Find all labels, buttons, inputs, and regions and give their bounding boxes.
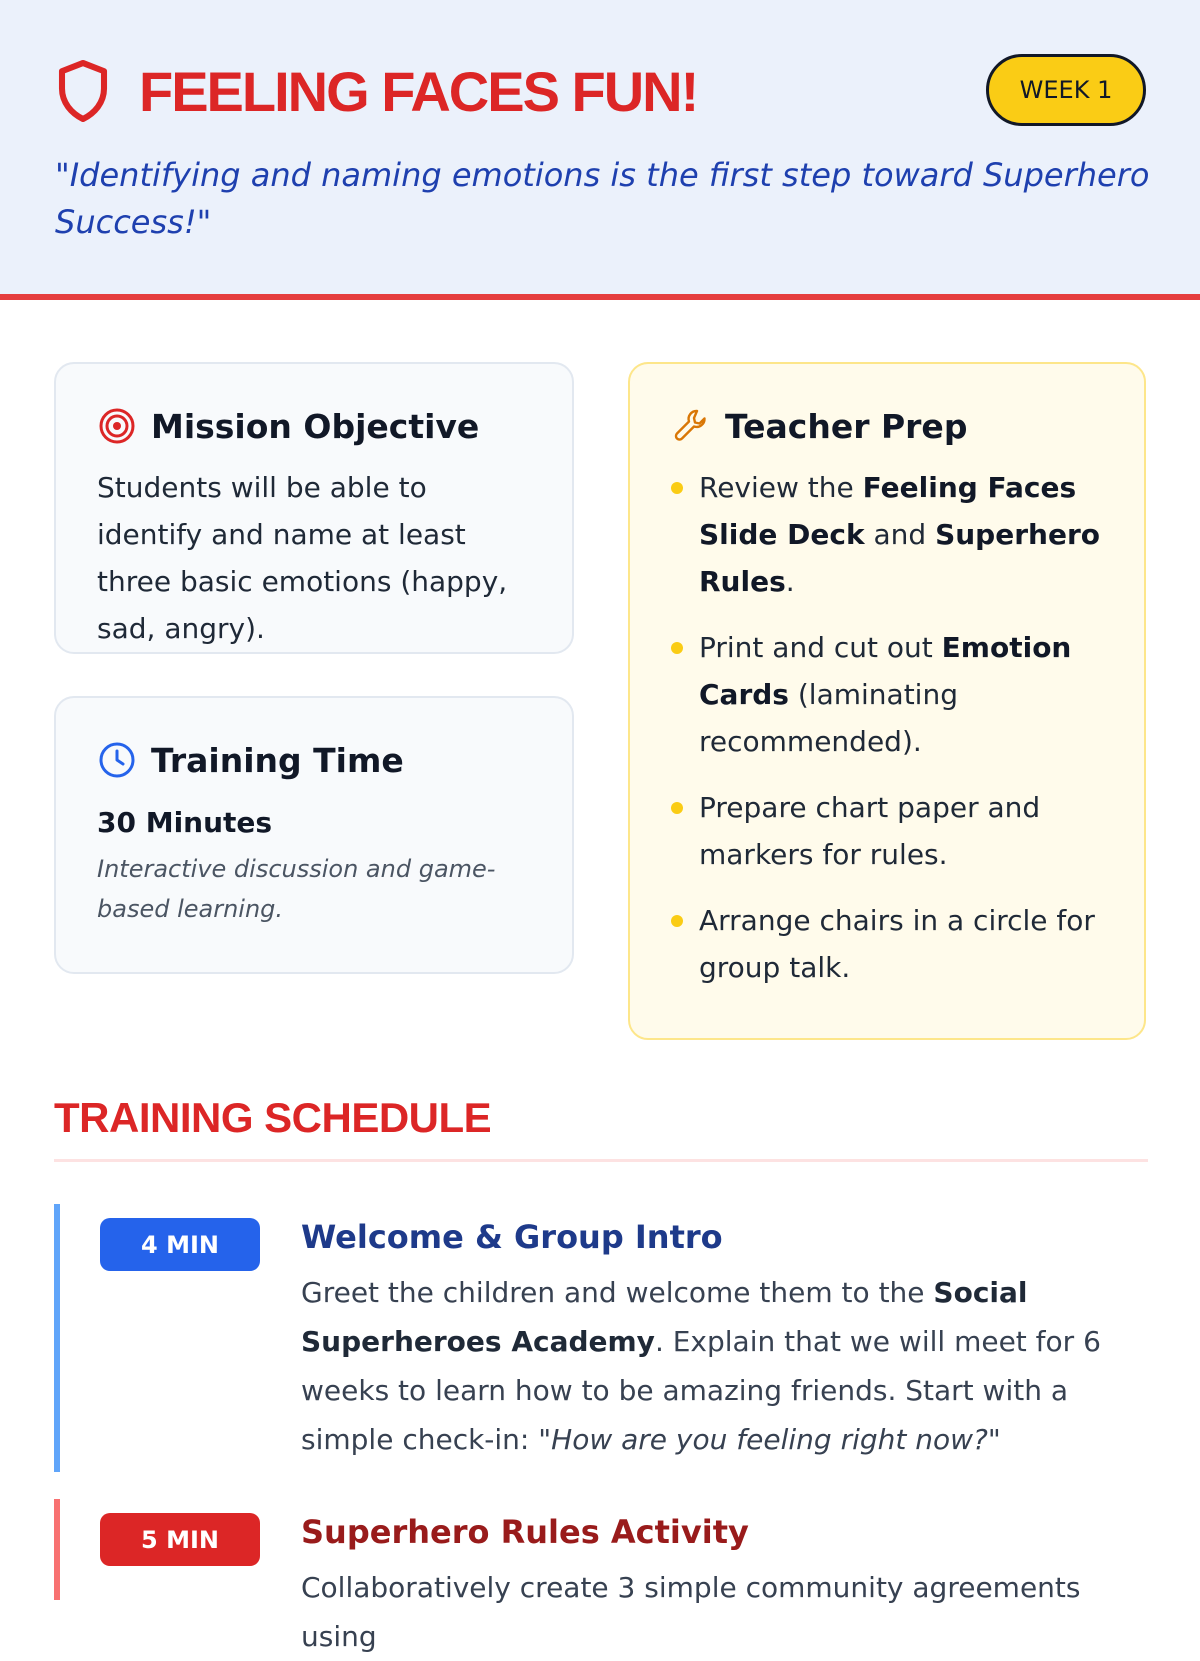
training-time-title: Training Time — [151, 740, 404, 780]
page-header — [0, 0, 1200, 300]
target-icon — [97, 406, 137, 446]
mission-objective-header — [97, 406, 532, 446]
list-item: Review the Feeling Faces Slide Deck and Superhero Rules. — [671, 464, 1114, 605]
clock-icon — [97, 740, 137, 780]
week-badge: WEEK 1 — [986, 54, 1146, 126]
training-note: Interactive discussion and game-based learning. — [97, 855, 496, 923]
timeline-bar — [54, 1499, 60, 1600]
schedule-entry-title: Welcome & Group Intro — [301, 1218, 723, 1256]
teacher-prep-list — [671, 464, 1114, 991]
wrench-icon — [671, 406, 711, 446]
schedule-title: TRAINING SCHEDULE — [54, 1094, 492, 1141]
timeline-bar — [54, 1204, 60, 1472]
schedule-entry-title: Superhero Rules Activity — [301, 1513, 749, 1551]
header-quote: "Identifying and naming emotions is the first step toward Superhero Success!" — [55, 156, 1150, 241]
schedule-entry — [54, 1499, 1148, 1653]
schedule-entry-text: Collaboratively create 3 simple community agreements using — [301, 1571, 1081, 1653]
schedule-entry-text: Greet the children and welcome them to the Social Superheroes Academy. Explain that we will meet for 6 weeks to learn how to be amazing friends. Start with a simple check-in: "How are you feeling right now?" — [301, 1276, 1101, 1456]
mission-objective-text: Students will be able to identify and name at least three basic emotions (happy, sad, angry). — [97, 471, 508, 645]
training-duration: 30 Minutes — [97, 806, 273, 839]
list-item: Print and cut out Emotion Cards (laminating recommended). — [671, 624, 1114, 765]
teacher-prep-header — [671, 406, 1114, 446]
mission-objective-card — [54, 362, 574, 654]
mission-objective-title: Mission Objective — [151, 406, 480, 446]
training-time-card — [54, 696, 574, 974]
schedule-entry — [54, 1204, 1148, 1472]
duration-badge: 4 MIN — [100, 1218, 260, 1271]
shield-icon — [55, 58, 111, 124]
list-item: Prepare chart paper and markers for rules. — [671, 784, 1114, 878]
list-item: Arrange chairs in a circle for group talk. — [671, 897, 1114, 991]
teacher-prep-title: Teacher Prep — [725, 406, 968, 446]
divider — [54, 1159, 1148, 1162]
page-title: FEELING FACES FUN! — [139, 59, 698, 123]
training-time-header — [97, 740, 532, 780]
duration-badge: 5 MIN — [100, 1513, 260, 1566]
teacher-prep-card — [628, 362, 1146, 1040]
title-row — [55, 58, 697, 124]
